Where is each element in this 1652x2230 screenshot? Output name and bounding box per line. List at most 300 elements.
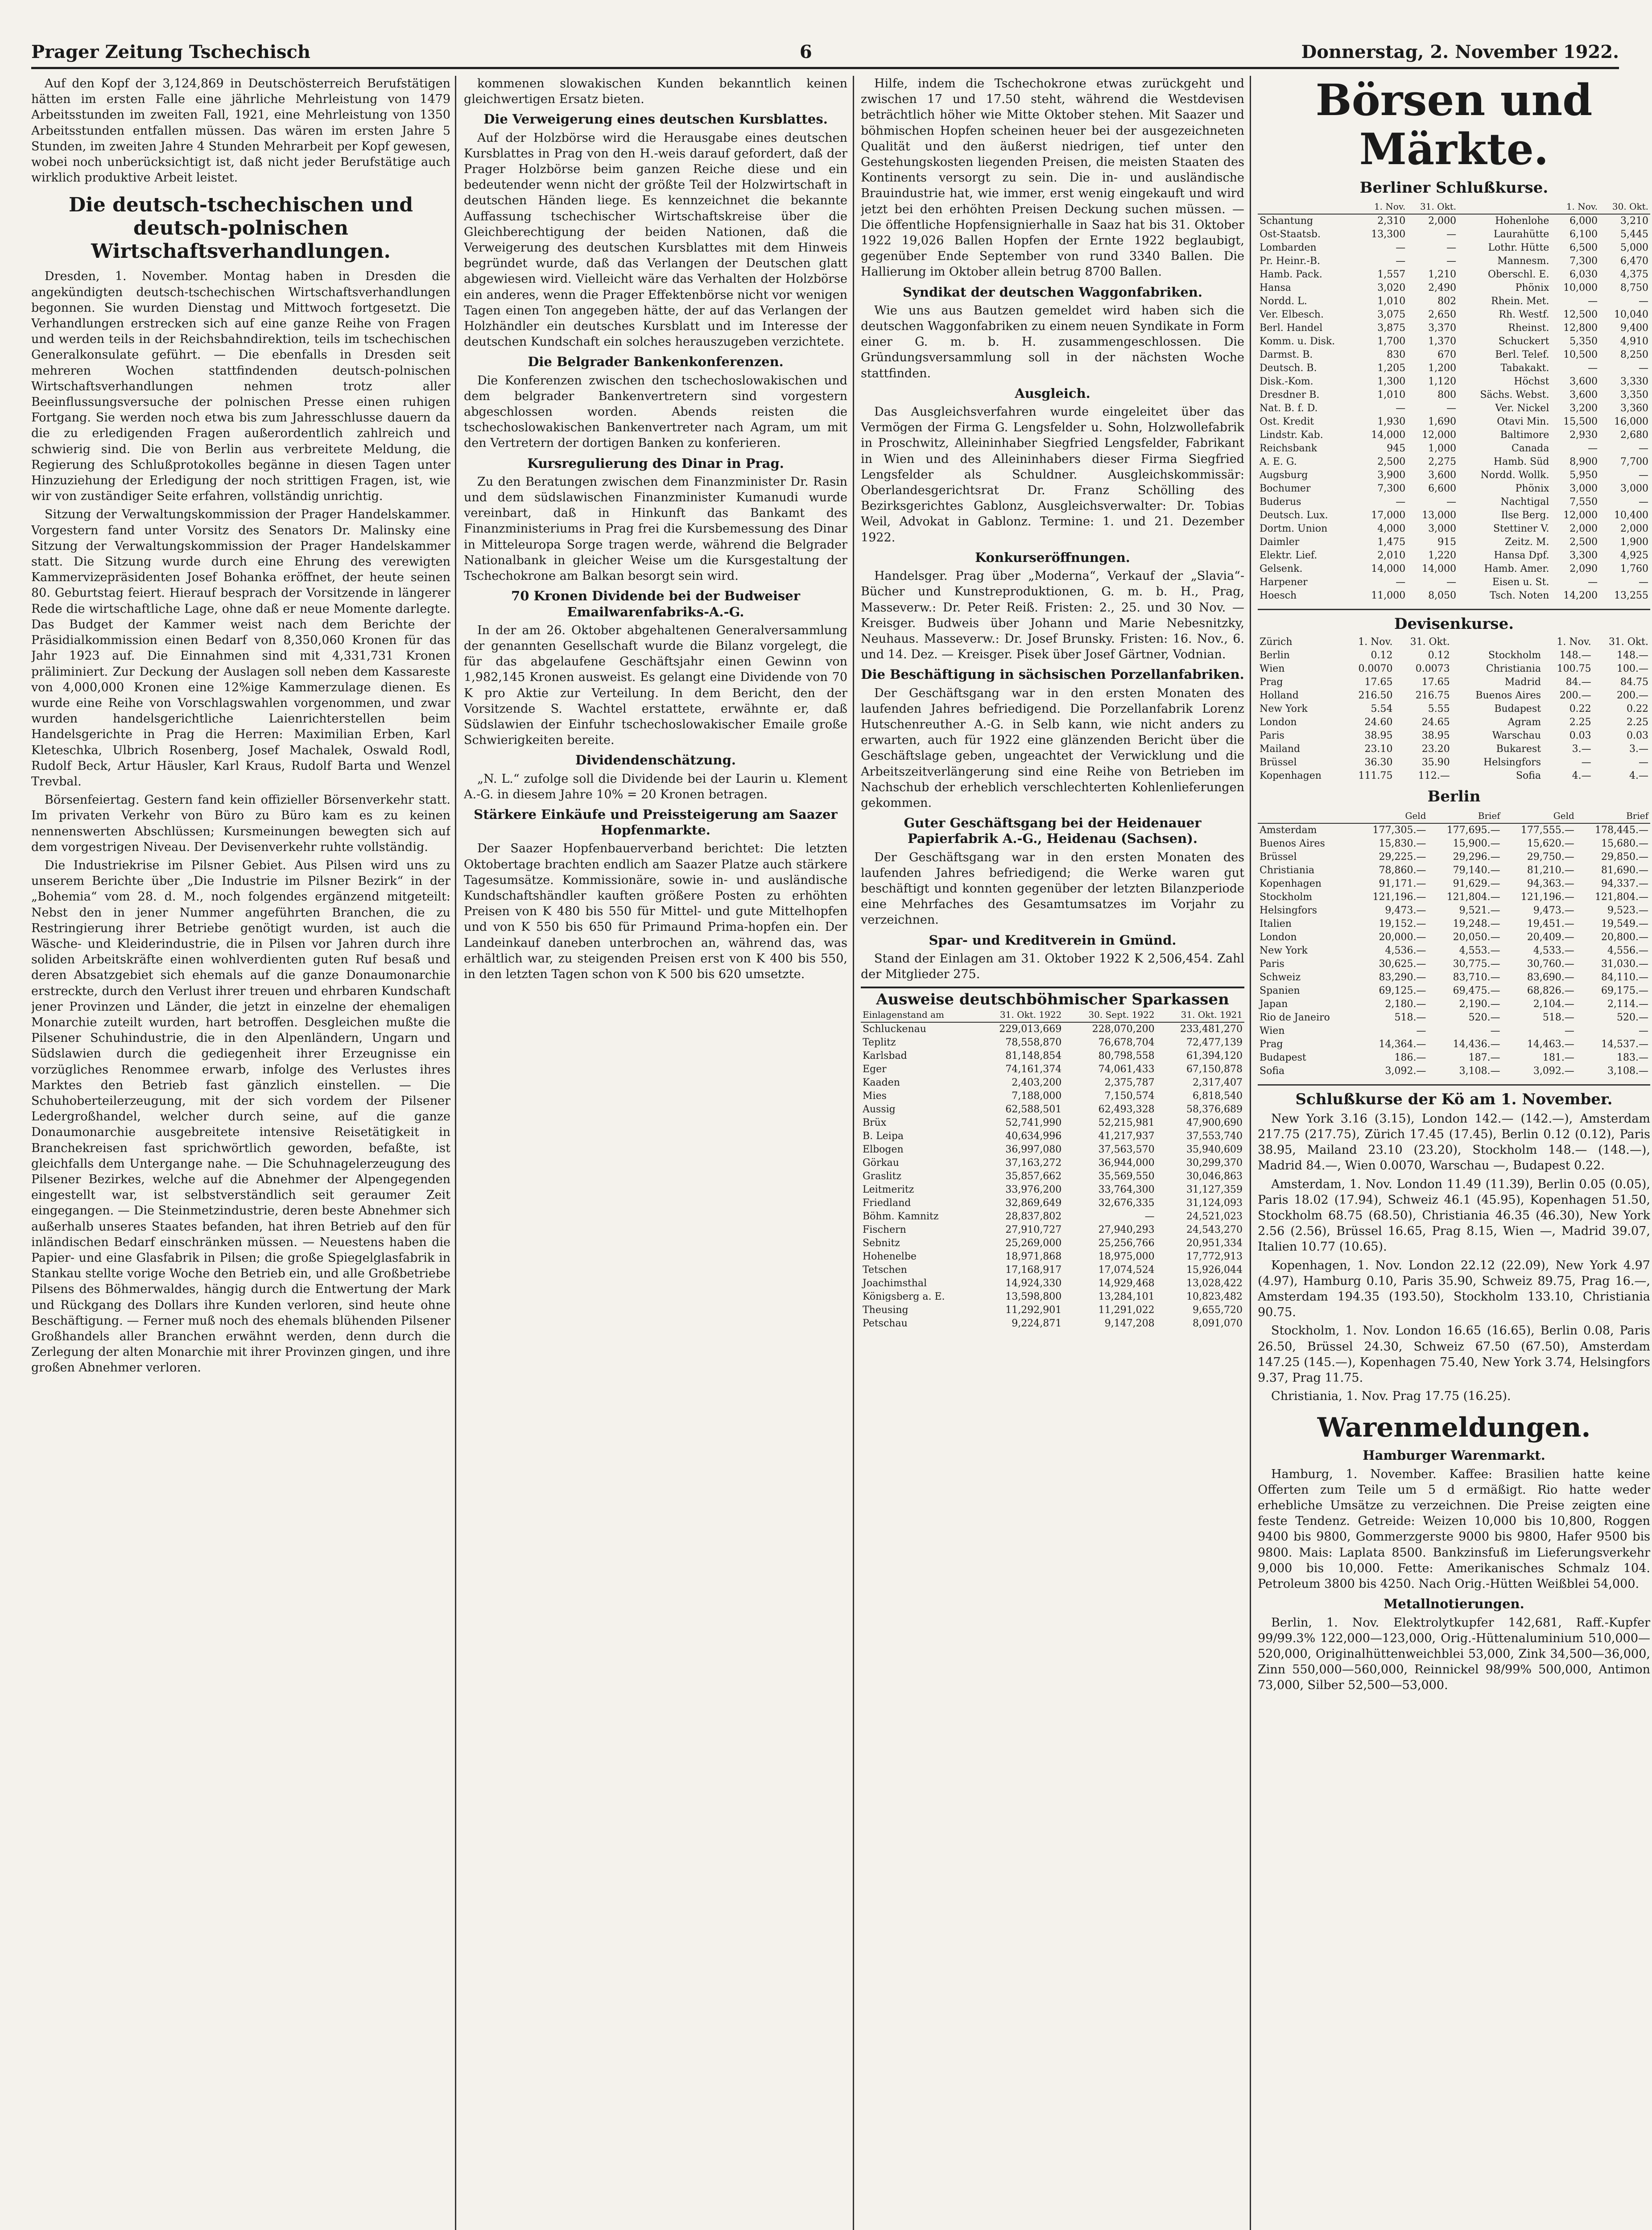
table-cell: 33,764,300 [1098,1184,1155,1196]
table-cell: — [1639,757,1648,768]
table-row [1258,756,1650,769]
article-paragraph: Zu den Beratungen zwischen dem Finanzminister Dr. Rasin und dem südslawischen Finanzminister Kumanudi wurde vereinbart, daß in Hinkunft das Bankamt des Finanzministeriums in Prag frei die Kursbemessung des Dinar in Mitteleuropa Sorge tragen werde, während die Belgrader Nationalbank in gleicher Weise um die Kursgestaltung der Tschechokrone am Balkan besorgt sein wird. [464,475,847,583]
table-cell: Leitmeritz [863,1184,914,1196]
market-paragraph: Amsterdam, 1. Nov. London 11.49 (11.39), Berlin 0.05 (0.05), Paris 18.02 (17.94), Schweiz 46.1 (45.95), Kopenhagen 51.50, Stockholm 68.75 (68.50), Christiania 46.35 (46.30), New York 2.56 (2.56), Brüssel 16.65, Prag 8.15, Wien —, Madrid 39.07, Italien 10.77 (10.65). [1258,1177,1650,1254]
table-cell: 62,493,328 [1098,1104,1155,1115]
table-cell: 9,521.— [1459,904,1500,916]
table-cell: Dresdner B. [1260,389,1320,401]
table-cell: — [1639,443,1648,454]
table-row [1258,281,1650,295]
table-cell: 20,800.— [1601,931,1648,943]
table-cell: Nat. B. f. D. [1260,403,1318,414]
table-cell: 520.— [1468,1012,1500,1023]
table-header: 31. Okt. 1922 [975,1008,1063,1022]
table-cell: 3,875 [1377,322,1406,334]
table-cell: 2,090 [1569,563,1598,575]
table-row [1258,971,1650,984]
article-paragraph: Der Geschäftsgang war in den ersten Monaten des laufenden Jahres befriedigend. Die Porzellanfabrik Lorenz Hutschenreuther A.-G. in Selb kann, wie nicht anders zu erwarten, auch für 1922 eine glänzenden Bericht über die Geschäftslage geben, ungeachtet der Verwicklung und die Arbeitszeitverlängerung sind eine Reihe von Betrieben im Nachschub der erheblich verschlechterten Kohlenlieferungen gekommen. [861,686,1244,810]
table-cell: 30,299,370 [1186,1157,1243,1169]
table-header: 31. Okt. 1921 [1156,1008,1244,1022]
table-cell: Helsingfors [1483,757,1541,768]
table-cell: Budapest [1260,1052,1306,1063]
table-row [1258,576,1650,589]
column-rule [1250,76,1251,2230]
table-cell: 4.— [1629,770,1648,782]
table-cell: Daimler [1260,537,1300,548]
market-paragraph: Kopenhagen, 1. Nov. London 22.12 (22.09), New York 4.97 (4.97), Hamburg 0.10, Paris 35.90, Schweiz 89.75, Prag 16.—, Amsterdam 194.35 (193.50), Stockholm 133.10, Christiania 90.75. [1258,1258,1650,1320]
table-cell: 38.95 [1364,730,1393,742]
table-cell: 3,000 [1569,483,1598,495]
table-cell: 3,000 [1428,523,1457,535]
table-row [1258,944,1650,958]
column-3 [861,76,1244,2230]
table-cell: Ost. Kredit [1260,416,1314,428]
table-cell: Bukarest [1496,743,1541,755]
table-row [861,1304,1244,1317]
table-cell: — [1639,496,1648,508]
masthead-page-number: 6 [799,41,812,62]
table-cell: 2,403,200 [1012,1077,1062,1089]
table-cell: Zeitz. M. [1505,537,1549,548]
table-cell: 2,500 [1569,537,1598,548]
table-cell: 1,300 [1377,376,1406,388]
table-cell: 2,275 [1428,456,1457,468]
table-cell: 67,150,878 [1186,1064,1243,1075]
article-paragraph: Der Geschäftsgang war in den ersten Monaten des laufenden Jahres befriedigend; die Werke waren gut beschäftigt und konnten gegenüber der letzten Bilanzperiode eine Mehrfaches des Gesamtumsatzes im Vorjahr zu verzeichnen. [861,850,1244,927]
table-cell: Buenos Aires [1260,838,1325,849]
table-row [1258,455,1650,469]
table-row [861,1183,1244,1197]
table-cell: 2,650 [1428,309,1457,321]
table-cell: — [1396,403,1406,414]
table-cell: 30,046,863 [1186,1171,1243,1182]
table-cell: 1,700 [1377,336,1406,347]
table-row [1258,549,1650,562]
berliner-schlusskurse-table [1258,199,1650,603]
table-cell: 25,269,000 [1005,1238,1062,1249]
table-cell: 5,350 [1569,336,1598,347]
table-cell: Sebnitz [863,1238,900,1249]
table-cell: 10,000 [1563,282,1598,294]
table-row [1258,1038,1650,1051]
table-cell: — [1639,470,1648,481]
table-cell: Baltimore [1500,429,1549,441]
table-header: Einlagenstand am [861,1008,975,1022]
table-row [1258,769,1650,783]
table-cell: 29,296.— [1453,851,1500,863]
table-cell: 7,188,000 [1012,1090,1062,1102]
table-cell: 13,284,101 [1098,1291,1155,1303]
table-cell: 10,500 [1563,349,1598,361]
table-cell: Sächs. Webst. [1480,389,1549,401]
table-cell: 61,394,120 [1186,1050,1243,1062]
table-cell: 8,750 [1620,282,1648,294]
article-paragraph: Der Saazer Hopfenbauerverband berichtet: Die letzten Oktobertage brachten endlich am Saazer Platze auch stärkere Tagesumsätze. Kommissionäre, sowie in- und ausländische Kundschaftshändler kauften größere Posten zu erhöhten Preisen von K 480 bis 550 für Mittel- und gute Mittelhopfen und von K 550 bis 650 für Primaund Prima-hopfen ein. Der Landeinkauf daneben unterbrochen an, während das, was erhältlich war, zu steigenden Preisen erst von K 400 bis 550, in den letzten Tagen schon von K 500 bis 620 umsetzte. [464,842,847,981]
table-cell: 52,215,981 [1098,1117,1155,1129]
table-cell: 8,250 [1620,349,1648,361]
table-cell: 187.— [1468,1052,1500,1063]
table-cell: — [1564,1025,1574,1037]
table-cell: — [1588,363,1598,374]
article-paragraph: Sitzung der Verwaltungskommission der Prager Handelskammer. Vorgestern fand unter Vorsitz des Senators Dr. Malinsky eine Sitzung der Verwaltungskommission der Prager Handelskammer statt. Die Sitzung wurde durch eine Ehrung des verewigten Kammervizepräsidenten Josef Bohanka eröffnet, der heute seinen 80. Geburtstag feiert. Hierauf besprach der Vorsitzende in längerer Rede die wirtschaftliche Lage, ohne daß er neue Momente darlegte. Das Budget der Kammer weist nach dem Berichte der Präsidialkommission einen Bedarf von 8,350,060 Kronen für das Jahr 1923 auf. Die Einnahmen sind mit 4,331,731 Kronen präliminiert. Zur Deckung der Auslagen soll neben dem Kassareste von 4,000,000 Kronen eine 12%ige Kammerzulage dienen. Es wurde eine Reihe von Vorschlagswahlen vorgenommen, und zwar wurden handelsgerichtliche Laienrichterstellen beim Handelsgerichte in Prag die Herren: Maximilian Erben, Karl Kleteschka, Ulbrich Rosenberg, Josef Machalek, Oswald Rodl, Rudolf Beck, Artur Häusler, Karl Kraus, Rudolf Barta und Wenzel Trevbal. [31,508,450,789]
table-header: 31. Okt. [1407,199,1458,214]
table-row [1258,429,1650,442]
devisenkurse-table [1258,636,1650,783]
table-cell: Deutsch. B. [1260,363,1317,374]
table-cell: 27,940,293 [1098,1224,1155,1236]
table-cell: 10,040 [1614,309,1648,321]
table-cell: 1,010 [1377,296,1406,307]
table-cell: 2,000 [1428,215,1457,227]
table-cell: 2,104.— [1533,998,1574,1010]
table-cell: 20,050.— [1453,931,1500,943]
table-row [1258,268,1650,281]
article-paragraph: kommenen slowakischen Kunden bekanntlich keinen gleichwertigen Ersatz bieten. [464,77,847,107]
table-cell: 0.0073 [1415,663,1450,675]
table-cell: 3,108.— [1459,1065,1500,1077]
table-cell: 24,543,270 [1186,1224,1243,1236]
table-row [861,1264,1244,1277]
table-row [1258,649,1650,662]
table-header [1258,809,1354,823]
table-cell: 5,000 [1620,242,1648,254]
table-cell: 11,000 [1371,590,1406,602]
table-cell: Pr. Heinr.-B. [1260,256,1320,267]
table-cell: 78,860.— [1379,864,1426,876]
table-cell: 11,292,901 [1005,1305,1062,1316]
table-cell: 8,091,070 [1193,1318,1243,1330]
table-cell: 91,171.— [1379,878,1426,889]
table-row [1258,388,1650,402]
table-header: Geld [1354,809,1428,823]
table-header: Geld [1502,809,1576,823]
table-cell: 19,248.— [1453,918,1500,929]
table-cell: Disk.-Kom. [1260,376,1313,388]
table-row [861,1103,1244,1116]
table-cell: 15,830.— [1379,838,1426,849]
table-row [1258,308,1650,322]
table-cell: 2,500 [1377,456,1406,468]
table-cell: Paris [1260,958,1284,970]
table-cell: 11,291,022 [1098,1305,1155,1316]
table-row [1258,228,1650,241]
table-cell: Brüssel [1260,757,1297,768]
table-cell: Buderus [1260,496,1301,508]
table-cell: 94,337.— [1601,878,1648,889]
table-cell: 1,210 [1428,269,1457,281]
table-row [1258,536,1650,549]
article-heading: Syndikat der deutschen Waggonfabriken. [903,284,1202,300]
table-row [1258,716,1650,729]
table-cell: 15,900.— [1453,838,1500,849]
divider [1258,1084,1650,1086]
table-cell: 69,175.— [1601,985,1648,996]
table-cell: 1,200 [1428,363,1457,374]
table-cell: — [1639,363,1648,374]
table-cell: 1,205 [1377,363,1406,374]
table-cell: — [1446,496,1457,508]
article-paragraph: Die Industriekrise im Pilsner Gebiet. Aus Pilsen wird uns zu unserem Berichte über „Die Industrie im Pilsner Bezirk“ in der „Bohemia“ vom 28. d. M., noch folgendes ergänzend mitgeteilt: Nebst den in jener Nummer angeführten Branchen, die zu Restringierung ihrer Betriebe genötigt wurden, ist auch die Wäsche- und Kleiderindustrie, die in Pilsen vor Jahren durch ihre soliden Arbeitskräfte einen wohlverdienten guten Ruf besaß und deren Absatzgebiet sich ehemals auf die ganze Donaumonarchie erstreckte, durch den Verlust ihrer treuen und ehrbaren Kundschaft jener Provinzen und Länder, die jetzt in einzelne der ehemaligen Monarchie zuteilt wurden, hart betroffen. Desgleichen mußte die Pilsener Schuhindustrie, die in den Alpenländern, Ungarn und Südslawien durch die gediegenheit ihrer Erzeugnisse ein vorzügliches Renommee erwarb, infolge des Verlustes ihres Marktes den Betrieb fast gänzlich einstellen. — Die Schuhoberteilerzeugung, mit der sich vordem der Pilsener Ledergroßhandel, welcher durch seine, auf die ganze Donaumonarchie ausgebreitete intensive Reisetätigkeit in Branchekreisen fast sprichwörtlich geworden, befaßte, ist gleichfalls dem Untergange nahe. — Die Schuhnagelerzeugung des Pilsener Bezirkes, welche auf die Abnehmer der Alpengegenden eingestellt war, ist selbstverständlich seit geraumer Zeit eingegangen. — Die Steinmetzindustrie, deren beste Abnehmer sich außerhalb unseres Staates befanden, hat ihren Betrieb auf den für inländischen Bedarf einschränken müssen. — Neuestens haben die Papier- und eine Glasfabrik in Pilsen; die große Spiegelglasfabrik in Stankau stellte vorige Woche den Betrieb ein, und alle Großbetriebe Pilsens des Böhmerwaldes, hängig durch die Entwertung der Mark und Rückgang des Dollars ihre Kunden verloren, sind heute ohne Beschäftigung. — Ferner muß noch des ehemals blühenden Pilsener Großhandels aller Branchen erwähnt werden, denn durch die Zerlegung der alten Monarchie mit ihrer Provinzen gingen, und ihre großen Abnehmer verloren. [31,858,450,1375]
article-heading: Kursregulierung des Dinar in Prag. [527,455,784,471]
table-cell: 0.22 [1569,703,1591,715]
table-cell: 177,305.— [1372,824,1426,836]
table-cell: 5.54 [1371,703,1393,715]
table-cell: 13,255 [1614,590,1648,602]
table-cell: Japan [1260,998,1288,1010]
table-cell: 4.— [1572,770,1591,782]
table-cell: 183.— [1617,1052,1648,1063]
table-cell: 36.30 [1364,757,1393,768]
table-cell: Berl. Telef. [1495,349,1549,361]
table-row [861,1156,1244,1170]
table-cell: 0.22 [1627,703,1648,715]
table-cell: 1,475 [1377,537,1406,548]
table-row [861,1076,1244,1090]
table-cell: — [1396,256,1406,267]
table-cell: 14,200 [1563,590,1598,602]
table-cell: 2,317,407 [1193,1077,1243,1089]
table-cell: — [1446,577,1457,588]
table-row [1258,415,1650,429]
table-row [1258,348,1650,362]
table-row [861,1170,1244,1183]
table-cell: London [1260,717,1297,728]
table-cell: 83,690.— [1527,971,1574,983]
table-header [1458,199,1551,214]
table-cell: 229,013,669 [999,1024,1062,1035]
table-cell: 1. Nov. [1557,636,1591,648]
table-cell: 38.95 [1421,730,1450,742]
market-paragraph: Christiania, 1. Nov. Prag 17.75 (16.25). [1271,1389,1511,1404]
table-cell: Tsch. Noten [1490,590,1549,602]
table-cell: Graslitz [863,1171,902,1182]
table-cell: 9,655,720 [1193,1305,1243,1316]
table-cell: 35,940,609 [1186,1144,1243,1156]
table-cell: 915 [1437,537,1457,548]
table-cell: 112.— [1418,770,1450,782]
table-cell: A. E. G. [1260,456,1297,468]
table-cell: Kaaden [863,1077,900,1089]
table-cell: 35.90 [1421,757,1450,768]
table-cell: 52,741,990 [1005,1117,1062,1129]
table-cell: Petschau [863,1318,908,1330]
table-cell: 23.10 [1364,743,1393,755]
table-cell: Ost-Staatsb. [1260,229,1321,240]
table-row [1258,729,1650,743]
table-cell: 30,775.— [1453,958,1500,970]
table-row [1258,1011,1650,1024]
table-row [1258,442,1650,455]
table-cell: 3,000 [1620,483,1648,495]
table-cell: Schantung [1260,215,1313,227]
table-cell: 233,481,270 [1180,1024,1243,1035]
table-cell: Lindstr. Kab. [1260,429,1323,441]
sparkassen-table [861,1008,1244,1330]
table-cell: 111.75 [1358,770,1393,782]
table-cell: 6,818,540 [1193,1090,1243,1102]
table-cell: Hamb. Amer. [1484,563,1549,575]
table-cell: 17.65 [1364,677,1393,688]
table-cell: — [1588,296,1598,307]
table-cell: 31. Okt. [1608,636,1648,648]
table-cell: 17,074,524 [1098,1264,1155,1276]
table-row [861,1022,1244,1036]
table-cell: — [1396,496,1406,508]
table-cell: Budapest [1494,703,1541,715]
table-cell: 3,350 [1620,389,1648,401]
table-cell: 47,900,690 [1186,1117,1243,1129]
table-cell: Brüx [863,1117,887,1129]
table-cell: 7,150,574 [1104,1090,1155,1102]
table-cell: 5,950 [1569,470,1598,481]
table-cell: London [1260,931,1297,943]
table-cell: 3,210 [1620,215,1648,227]
table-cell: 40,634,996 [1005,1131,1062,1142]
berlin-devisen-table [1258,809,1650,1078]
table-cell: 32,869,649 [1005,1198,1062,1209]
article-paragraph: „N. L.“ zufolge soll die Dividende bei der Laurin u. Klement A.-G. in diesem Jahre 10% = 20 Kronen betragen. [464,772,847,801]
berliner-schlusskurse-title: Berliner Schlußkurse. [1359,179,1549,197]
table-cell: Christiania [1260,864,1315,876]
table-cell: 17.65 [1421,677,1450,688]
table-cell: 14,000 [1371,429,1406,441]
table-row [1258,335,1650,348]
table-cell: 3.— [1629,743,1648,755]
table-cell: Harpener [1260,577,1308,588]
table-cell: 10,400 [1614,510,1648,521]
table-cell: 14,436.— [1453,1038,1500,1050]
table-cell: 94,363.— [1527,878,1574,889]
table-cell: 8,050 [1428,590,1457,602]
table-cell: Eisen u. St. [1492,577,1549,588]
table-cell: Wien [1260,1025,1285,1037]
table-cell: 3,020 [1377,282,1406,294]
table-row [1258,375,1650,388]
table-cell: 177,555.— [1520,824,1574,836]
table-cell: — [1446,403,1457,414]
table-cell: 15,500 [1563,416,1598,428]
article-heading: Konkurseröffnungen. [975,549,1130,565]
table-cell: Kopenhagen [1260,770,1322,782]
table-cell: 76,678,704 [1098,1037,1155,1049]
table-cell: 3,330 [1620,376,1648,388]
table-cell: 74,061,433 [1098,1064,1155,1075]
table-cell: Buenos Aires [1475,690,1541,702]
article-heading: Guter Geschäftsgang bei der Heidenauer Papierfabrik A.-G., Heidenau (Sachsen). [904,815,1202,847]
market-paragraph: Hamburg, 1. November. Kaffee: Brasilien hatte keine Offerten zum Teile um 5 d ermäßigt. Rio hatte weder erhebliche Umsätze zu verzeichnen. Die Preise zeigten eine feste Tendenz. Getreide: Weizen 10,000 bis 10,800, Roggen 9400 bis 9800, Gommerzgerste 9000 bis 9800, Hafer 9500 bis 9800. Mais: Laplata 8500. Bankzinsfuß im Lieferungsverkehr 9,000 bis 10,000. Fette: Amerikanisches Schmalz 104. Petroleum 3800 bis 4250. Nach Orig.-Hütten Weißblei 54,000. [1258,1467,1650,1591]
warenmeldungen-title: Warenmeldungen. [1317,1412,1591,1444]
table-cell: Fischern [863,1224,906,1236]
table-cell: 28,837,802 [1005,1211,1062,1222]
table-header: Brief [1576,809,1650,823]
table-cell: 17,772,913 [1186,1251,1243,1263]
table-cell: 29,750.— [1527,851,1574,863]
article-heading: Stärkere Einkäufe und Preissteigerung am Saazer Hopfenmarkte. [474,806,838,838]
table-cell: Sofia [1516,770,1541,782]
boersen-title: Börsen und Märkte. [1315,76,1593,174]
table-row [1258,891,1650,904]
table-cell: 81,210.— [1527,864,1574,876]
metallnotierungen-title: Metallnotierungen. [1384,1596,1524,1612]
table-cell: — [1639,577,1648,588]
table-cell: Hamb. Süd [1493,456,1549,468]
table-cell: 178,445.— [1595,824,1648,836]
table-cell: Otavi Min. [1497,416,1549,428]
table-cell: 14,463.— [1527,1038,1574,1050]
table-cell: 91,629.— [1453,878,1500,889]
table-row [1258,877,1650,891]
table-cell: — [1144,1211,1155,1222]
table-cell: 3,900 [1377,470,1406,481]
table-row [1258,322,1650,335]
table-cell: 68,826.— [1527,985,1574,996]
table-cell: Friedland [863,1198,911,1209]
table-cell: 35,857,662 [1005,1171,1062,1182]
table-cell: 2,114.— [1607,998,1648,1010]
table-cell: Nordd. L. [1260,296,1307,307]
table-cell: 2,190.— [1459,998,1500,1010]
table-cell: 148.— [1617,650,1648,661]
table-cell: Hoesch [1260,590,1297,602]
table-cell: Lombarden [1260,242,1317,254]
table-row [861,1049,1244,1063]
table-cell: 2,930 [1569,429,1598,441]
article-paragraph: In der am 26. Oktober abgehaltenen Generalversammlung der genannten Gesellschaft wurde die Bilanz vorgelegt, die für das abgelaufene Geschäftsjahr einen Gewinn von 1,982,145 Kronen ausweist. Es gelangt eine Dividende von 70 K pro Aktie zur Verteilung. In dem Bericht, den der Vorsitzende S. Wachtel erstattete, erwähnte er, daß Südslawien der Einfuhr tschechoslowakischer Emaile große Schwierigkeiten bereite. [464,623,847,747]
table-cell: 78,558,870 [1005,1037,1062,1049]
table-header: Brief [1428,809,1502,823]
table-cell: 13,300 [1371,229,1406,240]
table-cell: — [1639,1025,1648,1037]
table-row [1258,851,1650,864]
table-cell: 3,300 [1569,550,1598,562]
table-cell: 100.75 [1557,663,1591,675]
table-cell: 8,900 [1569,456,1598,468]
table-cell: Hohenlohe [1495,215,1549,227]
table-cell: Tabakakt. [1500,363,1549,374]
table-cell: 200.— [1559,690,1591,702]
table-row [861,1223,1244,1237]
table-cell: Nordd. Wollk. [1480,470,1549,481]
table-cell: 3,200 [1569,403,1598,414]
table-cell: Königsberg a. E. [863,1291,945,1303]
table-cell: Stettiner V. [1493,523,1549,535]
table-header: 30. Okt. [1599,199,1650,214]
table-cell: Kopenhagen [1260,878,1322,889]
table-cell: 31. Okt. [1410,636,1450,648]
table-cell: New York [1260,703,1308,715]
table-row [861,1063,1244,1076]
table-row [861,1036,1244,1049]
table-cell: Mannesm. [1497,256,1549,267]
table-cell: 62,588,501 [1005,1104,1062,1115]
table-row [1258,837,1650,851]
article-intro: Auf den Kopf der 3,124,869 in Deutschösterreich Berufstätigen hätten im ersten Falle eine jährliche Mehrleistung von 1479 Arbeitsstunden im zweiten Fall, 1921, eine Mehrleistung von 1350 Arbeitsstunden entfallen müssen. Das wären im ersten Jahre 5 Stunden, im zweiten Jahre 4 Stunden Mehrarbeit per Kopf gewesen, wobei noch unberücksichtigt ist, daß nicht jeder Berufstätige auch wirklich produktive Arbeit leistet. [31,77,450,185]
table-cell: 12,000 [1563,510,1598,521]
table-cell: 81,690.— [1601,864,1648,876]
table-cell: 20,000.— [1379,931,1426,943]
table-cell: 7,300 [1569,256,1598,267]
table-cell: 1,557 [1377,269,1406,281]
column-rule [455,76,456,2230]
table-cell: Theusing [863,1305,909,1316]
article-paragraph: Börsenfeiertag. Gestern fand kein offizieller Börsenverkehr statt. Im privaten Verkehr von Büro zu Büro kam es zu keinen nennenswerten Abschlüssen; Kursmeinungen bewegten sich auf dem vorgestrigen Niveau. Der Devisenverkehr ruhte vollständig. [31,793,450,854]
table-cell: 0.0070 [1358,663,1393,675]
table-cell: Ver. Nickel [1495,403,1549,414]
table-cell: Hamb. Pack. [1260,269,1322,281]
table-cell: — [1588,577,1598,588]
table-row [1258,676,1650,689]
table-cell: Karlsbad [863,1050,907,1062]
